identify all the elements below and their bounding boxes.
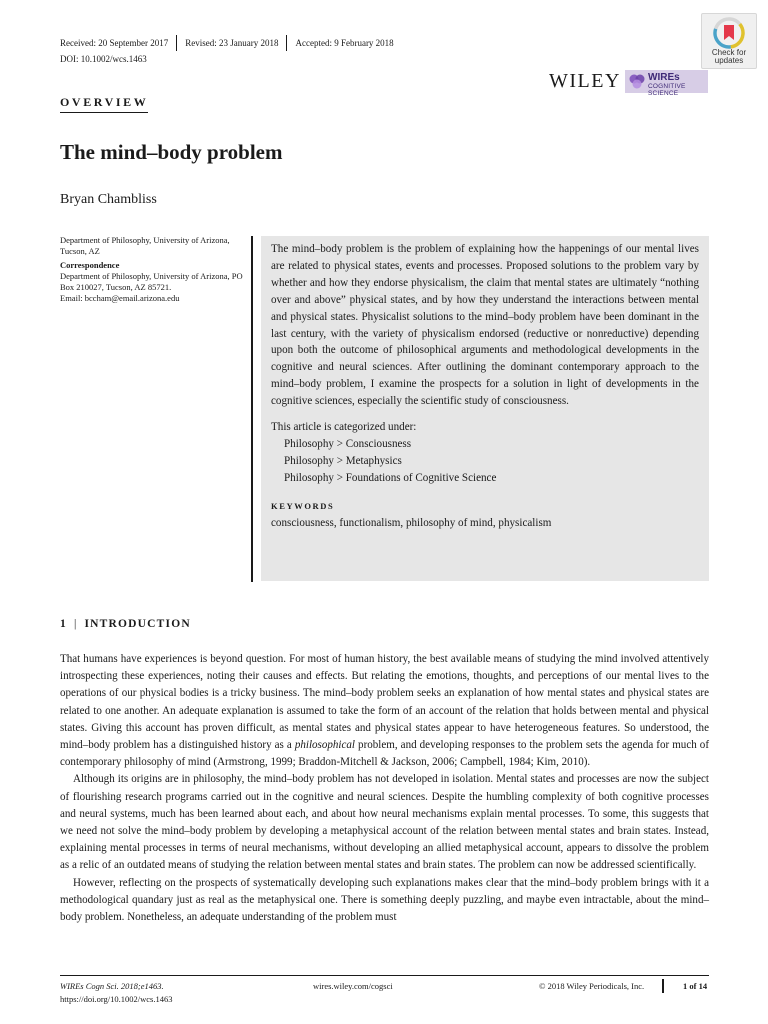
category-item[interactable]: Philosophy > Consciousness [284, 437, 412, 450]
affiliation-column [60, 235, 245, 304]
revised-date: Revised: 23 January 2018 [185, 38, 279, 48]
wires-subtitle: COGNITIVE SCIENCE [648, 83, 686, 97]
crossmark-icon [713, 17, 745, 49]
paragraph: Although its origins are in philosophy, the mind–body problem has not developed in isolation. Mental states and processes are now the subject of flourishing research programs carried out in the cognitive and neural sciences. Despite the humbling complexity of both cognitive processes and neural systems, much has been learned about each, and about how neural mechanisms explain mental processes. To some, this suggests that we need not solve the mind–body problem by developing a metaphysical account of the relation between mental states and brain states. Instead, explaining mental processes in terms of neural mechanisms, without developing an allied metaphysical account, appears to dissolve the problem as a relic of an outdated means of studying the relation between mental states and brain states. The problem can now be addressed scientifically. [60, 773, 709, 872]
category-item[interactable]: Philosophy > Foundations of Cognitive Science [284, 471, 497, 484]
paragraph-text: problem, and developing responses to the problem sets the agenda for much of contemporary philosophy of mind (Armstrong, 1999; Braddon-Mitchell & Jackson, 2006; Campbell, 1984; Kim, 2010). [60, 739, 710, 769]
abstract-box [261, 236, 709, 581]
check-for-updates-button[interactable] [701, 13, 757, 69]
email-link[interactable]: Email: bccham@email.arizona.edu [60, 293, 180, 303]
keywords-list: consciousness, functionalism, philosophy of mind, physicalism [271, 516, 552, 529]
page-number: 1 of 14 [683, 981, 708, 991]
body-text [60, 651, 709, 926]
paragraph: However, reflecting on the prospects of systematically developing such explanations makes clear that the mind–body problem brings with it a methodological quandary just as real as the metaphysical one. There is something deeply puzzling, and maybe even intractable, about the mind–body problem. Nonetheless, an adequate understanding of the problem must [60, 876, 709, 924]
section-label: OVERVIEW [60, 95, 148, 113]
keywords-label: KEYWORDS [271, 500, 335, 511]
footer-separator [662, 979, 664, 993]
footer-divider [60, 975, 709, 976]
wires-mark-icon [628, 73, 646, 90]
category-block [271, 419, 699, 487]
categorized-intro: This article is categorized under: [271, 421, 417, 434]
footer-copyright: © 2018 Wiley Periodicals, Inc. [539, 981, 645, 991]
wiley-logo: WILEY [549, 70, 621, 92]
section-title: INTRODUCTION [84, 618, 191, 630]
correspondence-heading: Correspondence [60, 260, 120, 270]
paragraph-text: That humans have experiences is beyond question. For most of human history, the best available means of studying the mind involved attentively introspecting these experiences, noting their causes and effects. But relating the emotions, thoughts, and perceptions of our mental lives to the operations of our physical bodies is a tricky business. The mind–body problem seeks an explanation of how mental states and physical states are related to one another. An adequate explanation is assumed to take the form of an account of the relation that holds between mental and physical states. Giving this account has proven difficult, as mental states and physical states appear to have heterogeneous features. So understood, the mind–body problem has a distinguished history as a [60, 653, 709, 752]
footer-journal: WIREs Cogn Sci. 2018;e1463. [60, 981, 164, 991]
section-heading [60, 618, 191, 630]
author-name: Bryan Chambliss [60, 192, 157, 207]
wires-logo [625, 70, 708, 97]
check-updates-label: updates [714, 56, 744, 65]
abstract-text: The mind–body problem is the problem of explaining how the happenings of our mental lives are related to physical states, events and processes. Proposed solutions to the problem vary by whether and how they endorse physicalism, the claim that mental states are ultimately “nothing over and above” physical states, and by how they understand the interactions between mental and physical states. Physicalist solutions to the mind–body problem have been dominant in the last century, with the variety of physicalism endorsed (reductive or nonreductive) depending upon both the outcome of philosophical arguments and methodological developments in the cognitive and neural sciences. After outlining the dominant contemporary approach to the mind–body problem, I examine the prospects for a solution in light of developments in the cognitive sciences, especially the scientific study of consciousness. [271, 243, 699, 408]
heading-separator: | [73, 618, 78, 630]
correspondence-address: Department of Philosophy, University of Arizona, PO Box 210027, Tucson, AZ 85721. [60, 271, 243, 292]
check-updates-label: Check for [711, 48, 747, 57]
paragraph [60, 651, 709, 771]
doi: DOI: 10.1002/wcs.1463 [60, 54, 147, 64]
department: Department of Philosophy, University of Arizona, Tucson, AZ [60, 235, 230, 256]
wires-title: WIREs [648, 72, 680, 83]
article-dates [60, 35, 402, 51]
section-number: 1 [60, 618, 67, 630]
emphasis-text: philosophical [294, 739, 355, 752]
accepted-date: Accepted: 9 February 2018 [295, 38, 394, 48]
article-title: The mind–body problem [60, 140, 283, 164]
received-date: Received: 20 September 2017 [60, 38, 169, 48]
footer-site-link[interactable]: wires.wiley.com/cogsci [313, 981, 393, 991]
column-divider [251, 236, 253, 582]
category-item[interactable]: Philosophy > Metaphysics [284, 454, 402, 467]
footer-doi-link[interactable]: https://doi.org/10.1002/wcs.1463 [60, 994, 173, 1004]
